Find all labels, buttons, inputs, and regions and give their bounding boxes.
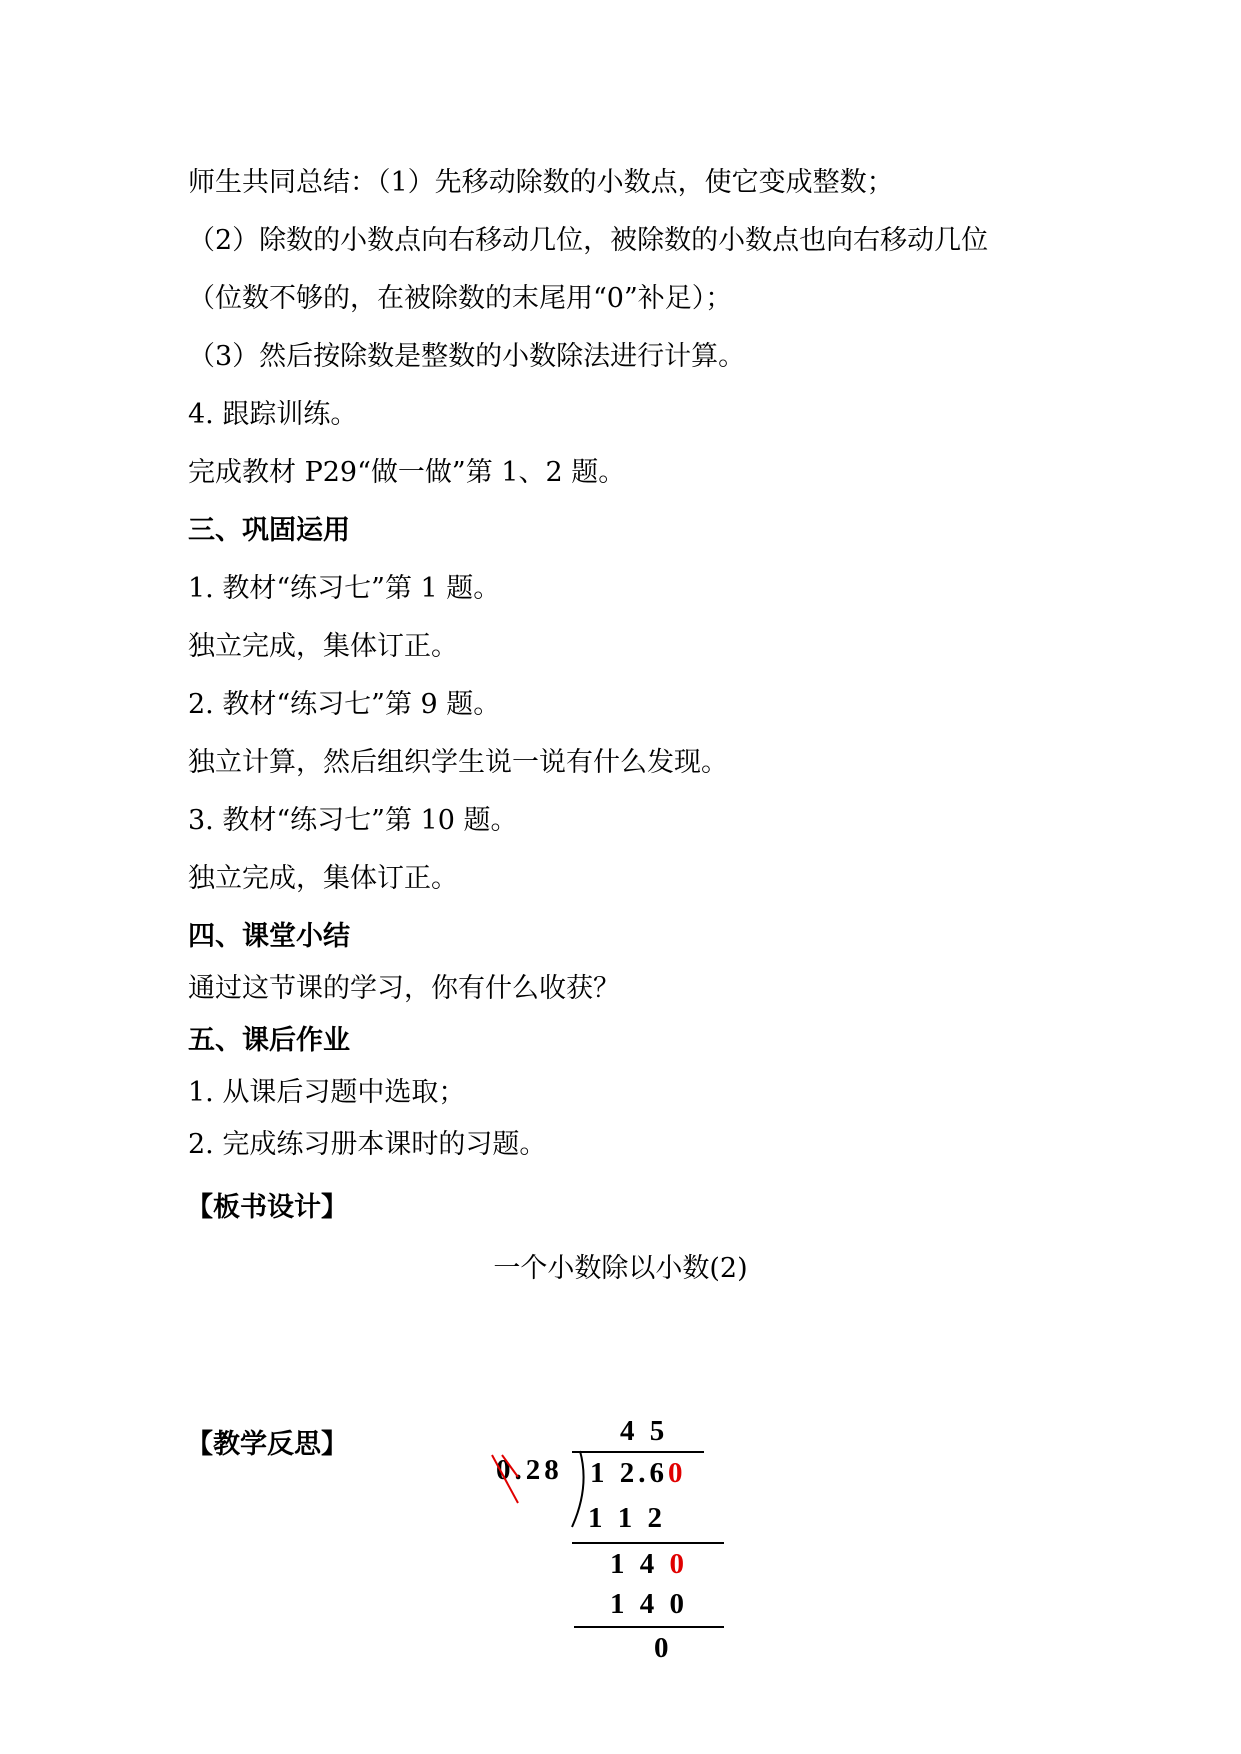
exercise-2-instruction: 独立计算，然后组织学生说一说有什么发现。	[188, 747, 728, 778]
division-bar	[572, 1451, 704, 1453]
divisor: 0.28	[496, 1454, 563, 1486]
dividend-digits: 1 2.6	[590, 1457, 668, 1489]
tracking-practice-heading: 4. 跟踪训练。	[188, 399, 358, 430]
summary-line-4: （3）然后按除数是整数的小数除法进行计算。	[188, 341, 746, 372]
division-line-1	[572, 1542, 724, 1544]
remainder-digits: 1 4	[610, 1548, 659, 1580]
long-division	[480, 1415, 760, 1675]
board-design-heading: 【板书设计】	[186, 1192, 348, 1223]
homework-item-1: 1. 从课后习题中选取；	[188, 1077, 466, 1108]
section-consolidate-heading: 三、巩固运用	[188, 515, 350, 546]
exercise-1-instruction: 独立完成，集体订正。	[188, 631, 458, 662]
exercise-2: 2. 教材“练习七”第 9 题。	[188, 689, 501, 720]
remainder-line	[610, 1548, 688, 1580]
section-summary-heading: 四、课堂小结	[188, 921, 350, 952]
exercise-1: 1. 教材“练习七”第 1 题。	[188, 573, 501, 604]
exercise-3: 3. 教材“练习七”第 10 题。	[188, 805, 518, 836]
quotient: 4 5	[620, 1415, 669, 1447]
dividend	[590, 1457, 687, 1489]
summary-line-2: （2）除数的小数点向右移动几位，被除数的小数点也向右移动几位	[188, 225, 989, 256]
subtract-step-2: 1 4 0	[610, 1588, 688, 1620]
remainder-added-zero: 0	[669, 1548, 688, 1580]
final-remainder: 0	[654, 1632, 673, 1664]
exercise-3-instruction: 独立完成，集体订正。	[188, 863, 458, 894]
homework-item-2: 2. 完成练习册本课时的习题。	[188, 1129, 547, 1160]
division-bracket	[480, 1447, 590, 1537]
board-title: 一个小数除以小数(2)	[493, 1253, 748, 1284]
division-line-2	[574, 1626, 724, 1628]
tracking-practice-task: 完成教材 P29“做一做”第 1、2 题。	[188, 457, 626, 488]
summary-question: 通过这节课的学习，你有什么收获？	[188, 973, 620, 1004]
summary-line-3: （位数不够的，在被除数的末尾用“0”补足）；	[188, 283, 733, 314]
subtract-step-1: 1 1 2	[588, 1502, 666, 1534]
summary-line-1: 师生共同总结：（1）先移动除数的小数点，使它变成整数；	[188, 167, 894, 198]
section-homework-heading: 五、课后作业	[188, 1025, 350, 1056]
teaching-reflection-heading: 【教学反思】	[186, 1429, 348, 1460]
dividend-added-zero: 0	[668, 1457, 687, 1489]
